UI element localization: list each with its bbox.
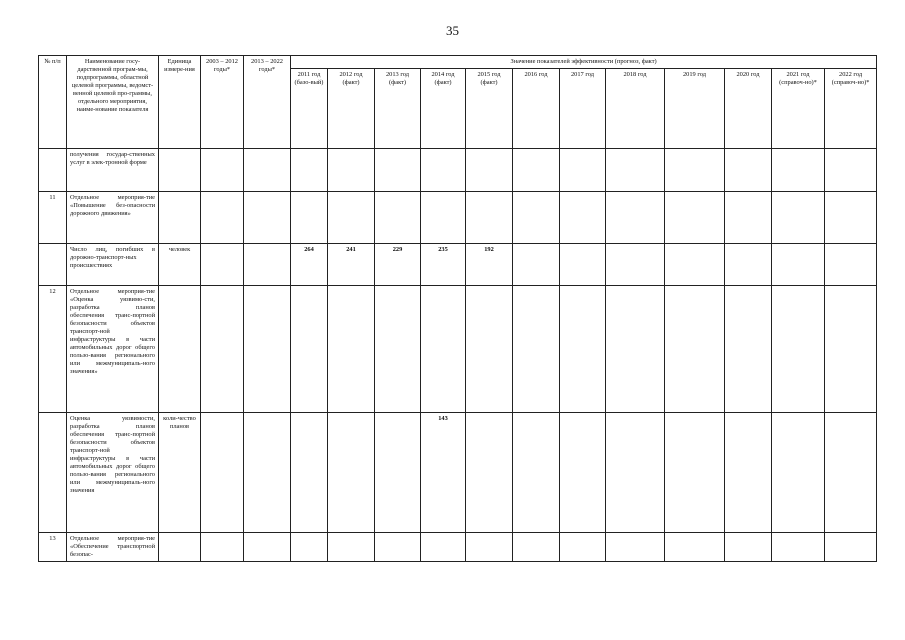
row-value xyxy=(725,413,772,533)
table-row xyxy=(39,244,877,286)
header-year: 2016 год xyxy=(513,69,560,149)
header-year: 2012 год (факт) xyxy=(328,69,375,149)
row-value: 192 xyxy=(466,244,513,286)
row-value xyxy=(421,533,466,562)
row-value xyxy=(772,244,825,286)
row-cell xyxy=(201,413,244,533)
header-2003-2012: 2003 – 2012 годы* xyxy=(201,56,244,149)
row-value xyxy=(421,286,466,413)
row-num xyxy=(39,413,67,533)
header-year: 2020 год xyxy=(725,69,772,149)
row-value xyxy=(328,533,375,562)
row-value xyxy=(606,192,665,244)
row-value xyxy=(466,413,513,533)
header-num: № п/п xyxy=(39,56,67,149)
table-row xyxy=(39,533,877,562)
row-value xyxy=(665,413,725,533)
header-year: 2011 год (базо-вый) xyxy=(291,69,328,149)
row-value xyxy=(375,149,421,192)
row-cell xyxy=(244,192,291,244)
row-value xyxy=(466,286,513,413)
row-value xyxy=(466,533,513,562)
header-values-group: Значение показателей эффективности (прогноз, факт) xyxy=(291,56,877,69)
row-value xyxy=(606,286,665,413)
row-unit xyxy=(159,149,201,192)
row-num: 12 xyxy=(39,286,67,413)
row-value xyxy=(825,533,877,562)
row-value xyxy=(825,413,877,533)
table-row xyxy=(39,413,877,533)
page-number: 35 xyxy=(446,23,459,38)
row-num xyxy=(39,149,67,192)
row-value xyxy=(375,192,421,244)
header-year: 2022 год (справоч-но)* xyxy=(825,69,877,149)
row-value xyxy=(291,149,328,192)
header-year: 2014 год (факт) xyxy=(421,69,466,149)
row-value xyxy=(825,286,877,413)
row-cell xyxy=(244,286,291,413)
row-value xyxy=(513,413,560,533)
header-year: 2017 год xyxy=(560,69,606,149)
row-cell xyxy=(244,149,291,192)
row-value xyxy=(291,533,328,562)
header-year: 2021 год (справоч-но)* xyxy=(772,69,825,149)
row-cell xyxy=(244,244,291,286)
row-value xyxy=(291,192,328,244)
row-cell xyxy=(201,533,244,562)
row-value xyxy=(725,192,772,244)
row-unit xyxy=(159,533,201,562)
header-2013-2022: 2013 – 2022 годы* xyxy=(244,56,291,149)
row-value xyxy=(328,286,375,413)
row-value xyxy=(725,533,772,562)
header-name: Наименование госу-дарственной програм-мы, подпрограммы, областной целевой программы, ведомст-венной целевой про-граммы, отдельного мероприятия, наиме-нование показателя xyxy=(67,56,159,149)
header-year: 2015 год (факт) xyxy=(466,69,513,149)
row-value xyxy=(560,286,606,413)
row-value xyxy=(665,192,725,244)
row-unit: человек xyxy=(159,244,201,286)
row-value xyxy=(328,149,375,192)
row-cell xyxy=(201,149,244,192)
row-cell xyxy=(244,533,291,562)
row-value xyxy=(513,244,560,286)
row-value xyxy=(291,413,328,533)
indicators-table xyxy=(38,55,877,562)
row-value xyxy=(421,149,466,192)
row-unit xyxy=(159,286,201,413)
row-value xyxy=(772,149,825,192)
row-name: Число лиц, погибших в дорожно-транспорт-ных происшествиях xyxy=(67,244,159,286)
table-row xyxy=(39,149,877,192)
table-row xyxy=(39,286,877,413)
row-unit xyxy=(159,192,201,244)
row-value xyxy=(606,149,665,192)
row-name: Отдельное мероприя-тие «Обеспечение транспортной безопас- xyxy=(67,533,159,562)
header-unit: Единица измере-ния xyxy=(159,56,201,149)
row-value xyxy=(725,149,772,192)
row-value xyxy=(560,533,606,562)
header-year: 2013 год (факт) xyxy=(375,69,421,149)
row-cell xyxy=(201,192,244,244)
row-num: 11 xyxy=(39,192,67,244)
row-value xyxy=(421,192,466,244)
row-value xyxy=(560,413,606,533)
row-value xyxy=(665,149,725,192)
row-value: 264 xyxy=(291,244,328,286)
header-year: 2018 год xyxy=(606,69,665,149)
row-value xyxy=(513,286,560,413)
row-value: 143 xyxy=(421,413,466,533)
row-value xyxy=(665,244,725,286)
row-name: Отдельное мероприя-тие «Оценка уязвимо-сти, разработка планов обеспечения транс-портной безопасности объектов транспорт-ной инфраструктуры в части автомобильных дорог общего пользо-вания регионального или межмуниципаль-ного значения» xyxy=(67,286,159,413)
row-name: получения государ-ственных услуг в элек-тронной форме xyxy=(67,149,159,192)
header-row-1 xyxy=(39,56,877,69)
row-value xyxy=(772,286,825,413)
row-value xyxy=(725,286,772,413)
row-cell xyxy=(201,286,244,413)
row-name: Оценка уязвимости, разработка планов обеспечения транс-портной безопасности объектов транспорт-ной инфраструктуры в части автомобильных дорог общего пользо-вания регионального или межмуниципаль-ного значения xyxy=(67,413,159,533)
row-value xyxy=(513,149,560,192)
row-name: Отдельное мероприя-тие «Повышение без-опасности дорожного движения» xyxy=(67,192,159,244)
row-value xyxy=(825,192,877,244)
row-value: 235 xyxy=(421,244,466,286)
row-value xyxy=(772,413,825,533)
row-cell xyxy=(201,244,244,286)
row-value xyxy=(560,192,606,244)
row-value: 241 xyxy=(328,244,375,286)
row-value xyxy=(466,192,513,244)
row-num: 13 xyxy=(39,533,67,562)
row-unit: коли-чество планов xyxy=(159,413,201,533)
row-value xyxy=(772,192,825,244)
row-value xyxy=(560,149,606,192)
row-value xyxy=(665,533,725,562)
row-value xyxy=(291,286,328,413)
row-num xyxy=(39,244,67,286)
row-value xyxy=(825,244,877,286)
header-year: 2019 год xyxy=(665,69,725,149)
row-value xyxy=(328,192,375,244)
row-value xyxy=(606,244,665,286)
row-value xyxy=(328,413,375,533)
row-value xyxy=(375,286,421,413)
table-row xyxy=(39,192,877,244)
row-value xyxy=(665,286,725,413)
row-value xyxy=(375,533,421,562)
row-value: 229 xyxy=(375,244,421,286)
row-value xyxy=(375,413,421,533)
row-value xyxy=(466,149,513,192)
row-value xyxy=(513,533,560,562)
row-cell xyxy=(244,413,291,533)
row-value xyxy=(560,244,606,286)
row-value xyxy=(772,533,825,562)
row-value xyxy=(825,149,877,192)
row-value xyxy=(606,533,665,562)
row-value xyxy=(513,192,560,244)
row-value xyxy=(606,413,665,533)
row-value xyxy=(725,244,772,286)
